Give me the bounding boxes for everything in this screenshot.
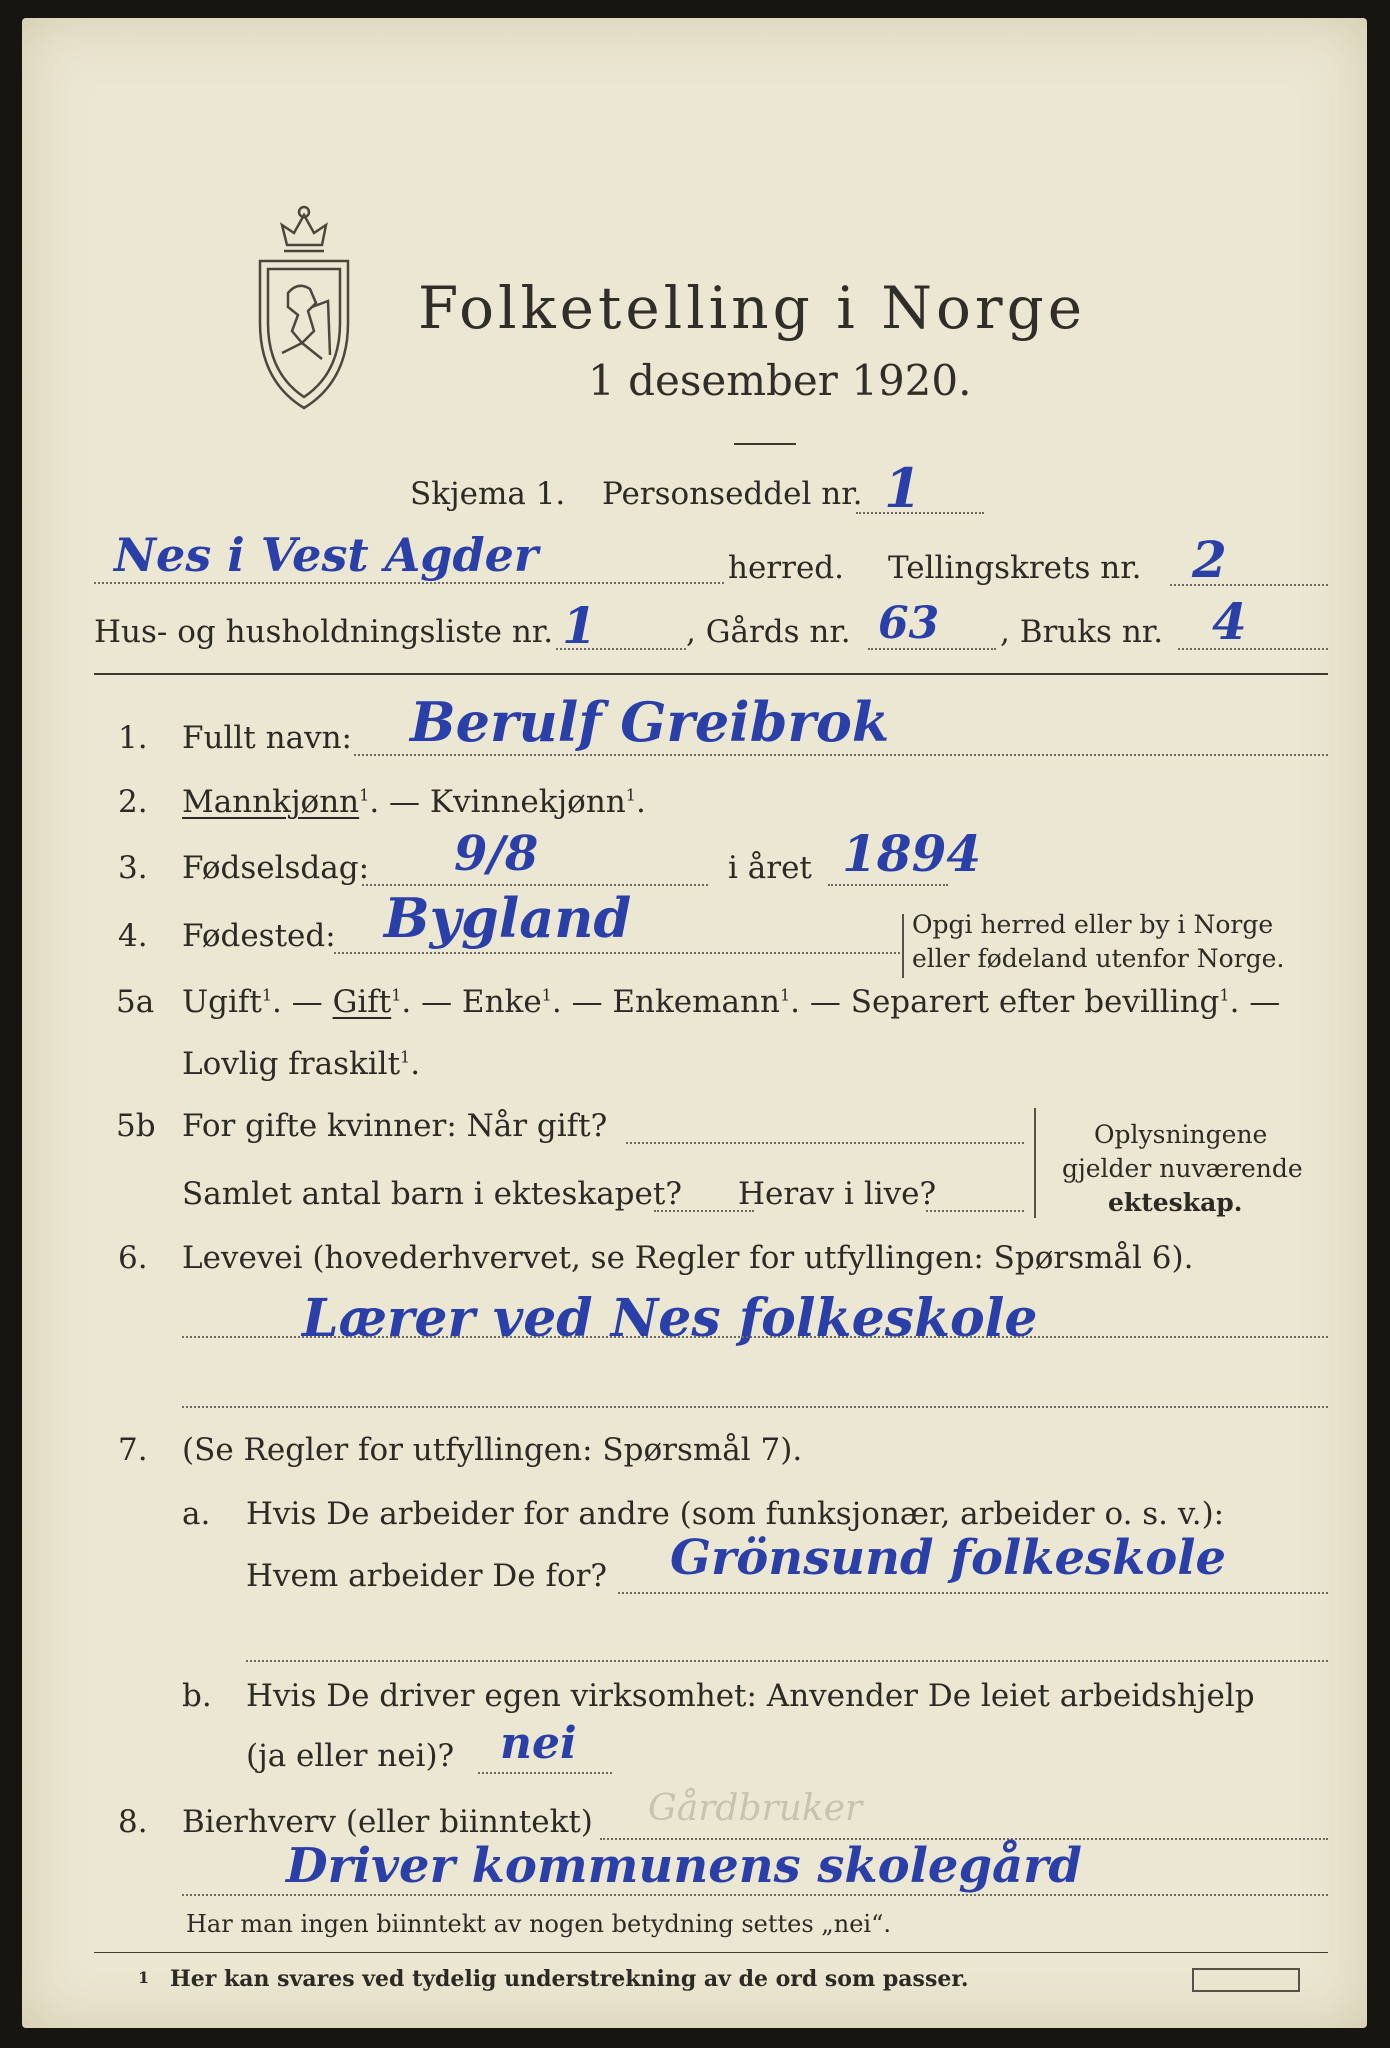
- marital-status-options: Ugift$^1$. — Gift$^1$. — Enke$^1$. — Enkemann$^1$. — Separert efter bevilling$^1$. —: [182, 984, 1281, 1020]
- occupation-line-2: [182, 1406, 1328, 1408]
- q8-number: 8.: [118, 1804, 148, 1840]
- birthplace-note-brace: [902, 914, 904, 978]
- marital-gift-underlined: Gift: [332, 984, 392, 1020]
- q4-label: Fødested:: [182, 918, 336, 954]
- bruks-line: [1178, 648, 1328, 650]
- norway-coat-of-arms-icon: [252, 203, 357, 418]
- birthday-value: 9/8: [454, 826, 539, 882]
- q5b-label: For gifte kvinner: Når gift?: [182, 1108, 608, 1144]
- q7-label: (Se Regler for utfyllingen: Spørsmål 7).: [182, 1432, 803, 1468]
- hired-help-line: [478, 1772, 612, 1774]
- lovlig-fraskilt: Lovlig fraskilt$^1$.: [182, 1046, 421, 1082]
- marriage-note-brace: [1034, 1108, 1036, 1218]
- q6-label: Levevei (hovederhvervet, se Regler for utfyllingen: Spørsmål 6).: [182, 1240, 1194, 1276]
- birthplace-note-1: Opgi herred eller by i Norge: [912, 910, 1274, 939]
- full-name-value: Berulf Greibrok: [410, 690, 890, 754]
- gards-value: 63: [878, 598, 940, 649]
- when-married-line: [626, 1142, 1024, 1144]
- herred-value: Nes i Vest Agder: [114, 528, 539, 582]
- hired-help-value: nei: [500, 1718, 577, 1769]
- q7a-label-2: Hvem arbeider De for?: [246, 1558, 608, 1594]
- census-date: 1 desember 1920.: [588, 356, 972, 405]
- form-title: Folketelling i Norge: [418, 274, 1087, 342]
- tellingskrets-line: [1170, 584, 1328, 586]
- q4-number: 4.: [118, 918, 148, 954]
- birthplace-value: Bygland: [384, 886, 632, 950]
- q6-number: 6.: [118, 1240, 148, 1276]
- hus-label: Hus- og husholdningsliste nr.: [94, 614, 554, 650]
- bruks-label: , Bruks nr.: [1000, 614, 1164, 650]
- personseddel-label: Personseddel nr.: [602, 476, 863, 512]
- personseddel-value: 1: [884, 456, 922, 520]
- q7-number: 7.: [118, 1432, 148, 1468]
- birth-year-label: i året: [728, 850, 812, 886]
- footnote-divider: [94, 1952, 1328, 1953]
- footnote-mark: 1: [138, 1968, 150, 1987]
- q7a-letter: a.: [182, 1496, 211, 1532]
- employer-line: [618, 1592, 1328, 1594]
- children-alive-line: [926, 1210, 1024, 1212]
- q8-label: Bierhverv (eller biinntekt): [182, 1804, 593, 1840]
- q1-label: Fullt navn:: [182, 720, 352, 756]
- q7b-label-2: (ja eller nei)?: [246, 1738, 455, 1774]
- title-divider: [734, 443, 796, 445]
- marriage-note-2: gjelder nuværende: [1062, 1154, 1303, 1183]
- occupation-value: Lærer ved Nes folkeskole: [302, 1288, 1038, 1349]
- side-income-line-2: [182, 1894, 1328, 1896]
- q7b-label: Hvis De driver egen virksomhet: Anvender De leiet arbeidshjelp: [246, 1678, 1255, 1714]
- herred-line: [94, 582, 724, 584]
- side-income-value: Driver kommunens skolegård: [286, 1838, 1082, 1894]
- q2-number: 2.: [118, 784, 148, 820]
- census-form-paper: [22, 18, 1367, 2028]
- footnote-text: Her kan svares ved tydelig understrekning av de ord som passer.: [170, 1966, 969, 1992]
- side-income-faint: Gårdbruker: [648, 1788, 863, 1829]
- herred-label: herred.: [728, 550, 844, 586]
- marriage-note-1: Oplysningene: [1094, 1120, 1268, 1149]
- q5b-number: 5b: [116, 1108, 156, 1144]
- hus-line: [556, 648, 686, 650]
- q5b-label-3: Herav i live?: [738, 1176, 937, 1212]
- marriage-note-3: ekteskap.: [1108, 1188, 1243, 1217]
- q3-label: Fødselsdag:: [182, 850, 370, 886]
- birthplace-note-2: eller fødeland utenfor Norge.: [912, 944, 1285, 973]
- q7a-label: Hvis De arbeider for andre (som funksjonær, arbeider o. s. v.):: [246, 1496, 1225, 1532]
- occupation-line: [182, 1336, 1328, 1338]
- q5b-label-2: Samlet antal barn i ekteskapet?: [182, 1176, 682, 1212]
- gender-options: Mannkjønn$^1$. — Kvinnekjønn$^1$.: [182, 784, 646, 820]
- gards-line: [868, 648, 996, 650]
- birth-year-value: 1894: [842, 824, 982, 883]
- full-name-line: [354, 754, 1328, 756]
- birthplace-line: [334, 952, 904, 954]
- employer-value: Grönsund folkeskole: [670, 1530, 1227, 1586]
- employer-line-2: [246, 1660, 1328, 1662]
- side-income-note: Har man ingen biinntekt av nogen betydning settes „nei“.: [186, 1910, 891, 1938]
- q7b-letter: b.: [182, 1678, 212, 1714]
- bruks-value: 4: [1212, 592, 1247, 651]
- birth-year-line: [828, 884, 948, 886]
- printer-stamp-icon: [1192, 1968, 1300, 1992]
- hus-value: 1: [562, 596, 597, 655]
- schema-label: Skjema 1.: [410, 476, 566, 512]
- q5a-number: 5a: [116, 984, 155, 1020]
- tellingskrets-label: Tellingskrets nr.: [888, 550, 1142, 586]
- gards-label: , Gårds nr.: [686, 614, 851, 650]
- tellingskrets-value: 2: [1192, 530, 1227, 589]
- gender-male-underlined: Mannkjønn: [182, 784, 360, 820]
- q3-number: 3.: [118, 850, 148, 886]
- q1-number: 1.: [118, 720, 148, 756]
- section-divider: [94, 673, 1328, 675]
